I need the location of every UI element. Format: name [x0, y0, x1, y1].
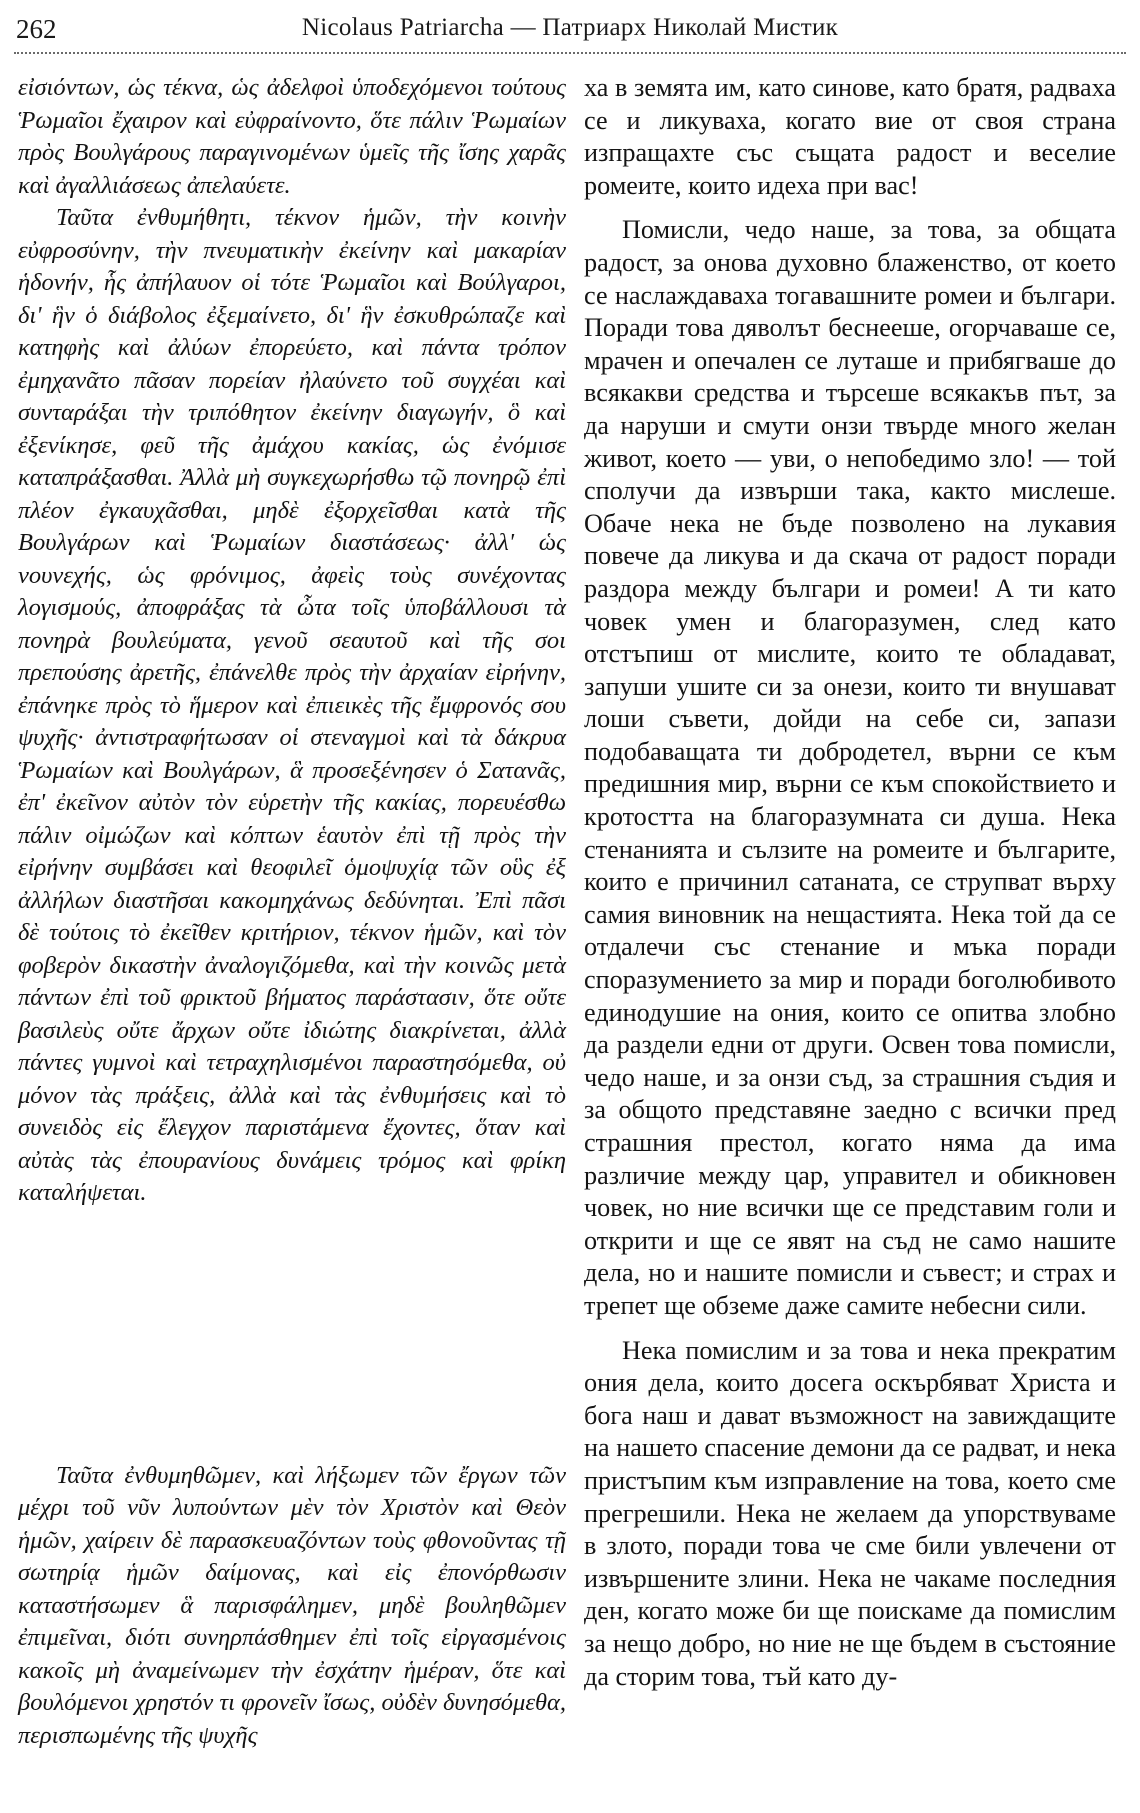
page-number: 262 — [16, 14, 57, 44]
bulgarian-paragraph-3: Нека помислим и за това и нека прекратим ония дела, които досега оскърбяват Христа и бога наш и дават възможност на завиждащите на нашето спасение демони да се радват, и нека пристъпим към изправление на това, което сме прегрешили. Нека не желаем да упорствуваме в злото, поради това че сме били увлечени от извършените злини. Нека не чакаме последния ден, когато може би ще поискаме да помислим за нещо добро, но ние не ще бъдем в състояние да сторим това, тъй като ду- — [584, 1335, 1116, 1691]
greek-paragraph-3: Ταῦτα ἐνθυμηθῶμεν, καὶ λήξωμεν τῶν ἔργων τῶν μέχρι τοῦ νῦν λυπούντων μὲν τὸν Χριστὸν καὶ Θεὸν ἡμῶν, χαίρειν δὲ παρασκευαζόντων τοὺς φθονοῦντας τῇ σωτηρίᾳ ἡμῶν δαίμονας, καὶ εἰς ἐπονόρθωσιν καταστήσωμεν ἃ παρισφάλημεν, μηδὲ βουληθῶμεν ἐπιμεῖναι, διότι συνηρπάσθημεν ἐπὶ τοῖς εἰργασμένοις κακοῖς μὴ ἀναμείνωμεν τὴν ἐσχάτην ἡμέραν, ὅτε καὶ βουλόμενοι χρηστόν τι φρονεῖν ἴσως, οὐδὲν δυνησόμεθα, περισπωμένης τῆς ψυχῆς — [18, 1461, 566, 1749]
greek-paragraph-1: εἰσιόντων, ὡς τέκνα, ὡς ἀδελφοὶ ὑποδεχόμενοι τούτους Ῥωμαῖοι ἔχαιρον καὶ εὐφραίνοντο, ὅτε πάλιν Ῥωμαίων πρὸς Βουλγάρους παραγινομένων ὑμεῖς τῆς ἴσης χαρᾶς καὶ ἀγαλλιάσεως ἀπελαύετε. — [18, 74, 566, 199]
header-rule — [14, 52, 1126, 54]
running-head: Nicolaus Patriarcha — Патриарх Николай Мистик — [301, 14, 839, 41]
page-header — [14, 8, 1126, 50]
bulgarian-paragraph-1: ха в земята им, като синове, като братя, радваха се и ликуваха, когато вие от своя страна изпращахте със същата радост и веселие ромеите, които идеха при вас! — [584, 73, 1116, 200]
greek-paragraph-2: Ταῦτα ἐνθυμήθητι, τέκνον ἡμῶν, τὴν κοινὴν εὐφροσύνην, τὴν πνευματικὴν ἐκείνην καὶ μακαρίαν ἡδονήν, ἧς ἀπήλαυον οἱ τότε Ῥωμαῖοι καὶ Βούλγαροι, δι' ἣν ὁ διάβολος ἐξεμαίνετο, δι' ἣν ἐσκυθρώπαζε καὶ κατηφὴς καὶ ἀλύων ἐπορεύετο, καὶ πάντα τρόπον ἐμηχανᾶτο πᾶσαν πορείαν ἠλαύνετο τοῦ συγχέαι καὶ συνταράξαι τὴν τριπόθητον ἐκείνην διαγωγήν, ὃ καὶ ἐξενίκησε, φεῦ τῆς ἀμάχου κακίας, ὡς ἐνόμισε καταπράξασθαι. Ἀλλὰ μὴ συγκεχωρήσθω τῷ πονηρῷ ἐπὶ πλέον ἐγκαυχᾶσθαι, μηδὲ ἐξορχεῖσθαι κατὰ τῆς Βουλγάρων καὶ Ῥωμαίων διαστάσεως· ἀλλ' ὡς νουνεχής, ὡς φρόνιμος, ἀφεὶς τοὺς συνέχοντας λογισμούς, ἀποφράξας τὰ ὦτα τοῖς ὑποβάλλουσι τὰ πονηρὰ βουλεύματα, γενοῦ σεαυτοῦ καὶ τῆς σοι πρεπούσης ἀρετῆς, ἐπάνελθε πρὸς τὴν ἀρχαίαν εἰρήνην, ἐπάνηκε πρὸς τὸ ἥμερον καὶ ἐπιεικὲς τῆς ἔμφρονός σου ψυχῆς· ἀντιστραφήτωσαν οἱ στεναγμοὶ καὶ τὰ δάκρυα Ῥωμαίων καὶ Βουλγάρων, ἃ προσεξένησεν ὁ Σατανᾶς, ἐπ' ἐκεῖνον αὐτὸν τὸν εὑρετὴν τῆς κακίας, πορευέσθω πάλιν οἰμώζων καὶ κόπτων ἑαυτὸν ἐπὶ τῇ πρὸς τὴν εἰρήνην συμβάσει καὶ θεοφιλεῖ ὁμοψυχίᾳ τῶν οὓς ἐξ ἀλλήλων διαστῆσαι κακομηχάνως δεδύνηται. Ἐπὶ πᾶσι δὲ τούτοις τὸ ἐκεῖθεν κριτήριον, τέκνον ἡμῶν, καὶ τὸν φοβερὸν δικαστὴν ἀναλογιζόμεθα, καὶ τὴν κοινῶς μετὰ πάντων ἐπὶ τοῦ φρικτοῦ βήματος παράστασιν, ὅτε οὔτε βασιλεὺς οὔτε ἄρχων οὔτε ἰδιώτης διακρίνεται, ἀλλὰ πάντες γυμνοὶ καὶ τετραχηλισμένοι παραστησόμεθα, οὐ μόνον τὰς πράξεις, ἀλλὰ καὶ τὰς ἐνθυμήσεις καὶ τὸ συνειδὸς εἰς ἔλεγχον παριστάμενα ἔχοντες, ὅταν καὶ αὐτὰς τὰς ἐπουρανίους δυνάμεις τρόμος καὶ φρίκη καταλήψεται. — [18, 204, 566, 1206]
bulgarian-paragraph-2: Помисли, чедо наше, за това, за общата радост, за онова духовно блаженство, от което се наслаждаваха тогавашните ромеи и българи. Поради това дяволът беснееше, огорчаваше се, мрачен и опечален се луташе и прибягваше до всякакви средства и търсеше всякакъв път, за да наруши и смути онзи твърде много желан живот, което — уви, о непобедимо зло! — той сполучи да извърши така, както мислеше. Обаче нека не бъде позволено на лукавия повече да ликува и да скача от радост поради раздора между българи и ромеи! А ти като човек умен и благоразумен, след като отстъпиш от мислите, които те обладават, запуши ушите си за онези, които ти внушават лоши съвети, дойди на себе си, запази подобаващата ти добродетел, върни се към предишния мир, върни се към спокойствието и кротостта на благоразумната си душа. Нека стенанията и сълзите на ромеите и българите, които е причинил сатаната, се струпват върху самия виновник на нещастията. Нека той да се отдалечи със стенание и мъка поради споразумението за мир и поради боголюбивото единодушие на ония, които се опитва злобно да раздели едни от други. Освен това помисли, чедо наше, и за онзи съд, за страшния съдия и за общото представяне заедно с всички пред страшния престол, когато няма да има различие между цар, управител и обикновен човек, но ние всички ще се представим голи и открити и ще се явят на съд не само нашите дела, но и нашите помисли и съвест; и страх и трепет ще обземе даже самите небесни сили. — [584, 215, 1116, 1320]
bulgarian-column — [584, 72, 1116, 1693]
greek-column — [18, 72, 566, 1752]
